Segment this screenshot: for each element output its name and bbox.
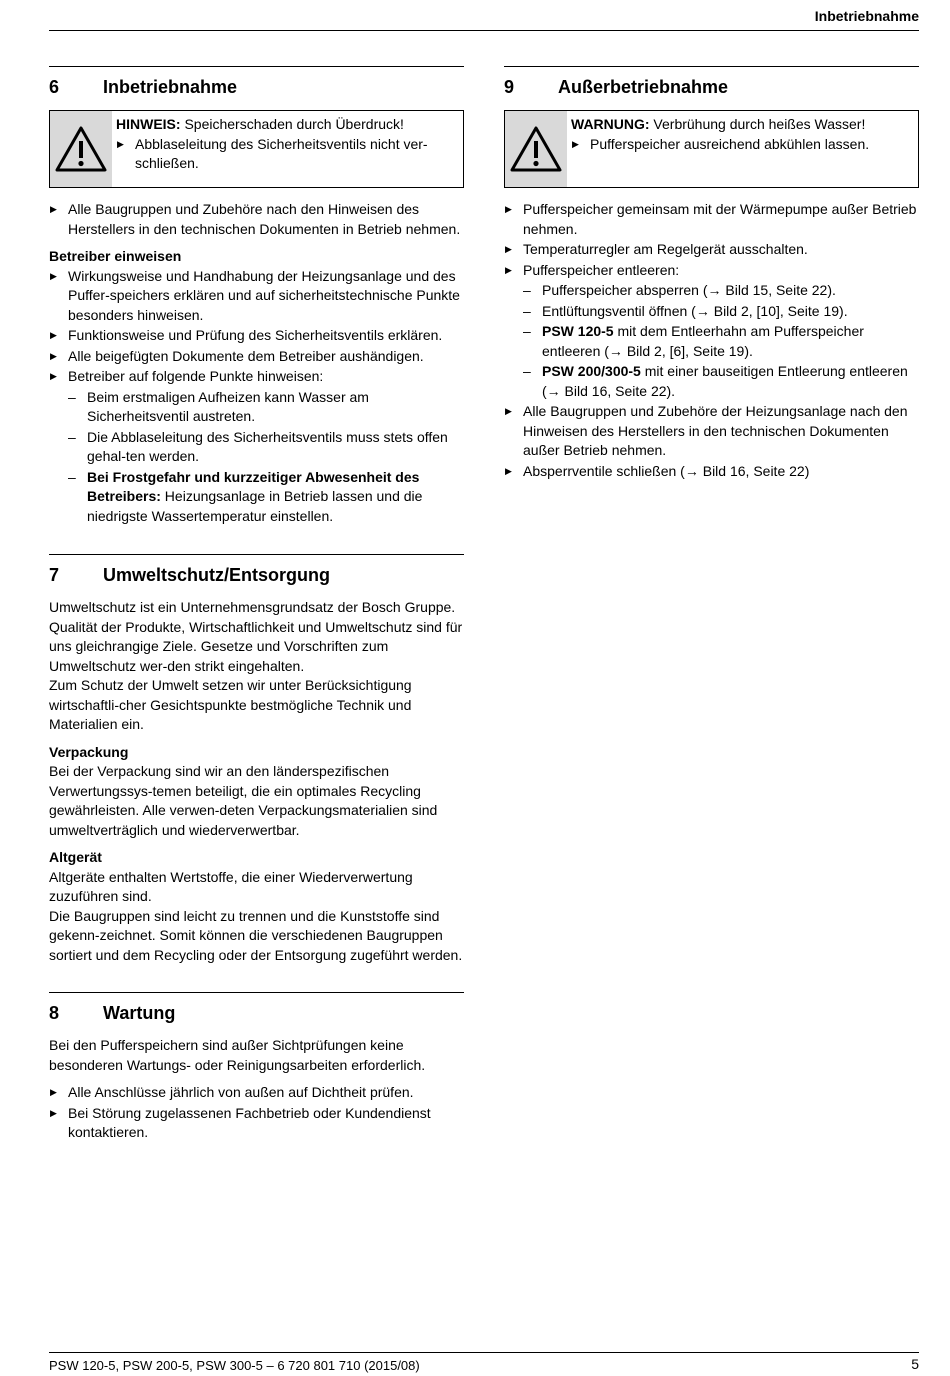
bullet-item: ▶ Alle Anschlüsse jährlich von außen auf Dichtheit prüfen. [49, 1083, 464, 1103]
bullet-item: ▶ Alle Baugruppen und Zubehöre nach den Hinweisen des Herstellers in den technischen Dokumenten in Betrieb nehmen. [49, 200, 464, 239]
dash-item [68, 468, 464, 527]
bullet-item: ▶ Bei Störung zugelassenen Fachbetrieb oder Kundendienst kontaktieren. [49, 1104, 464, 1143]
header-rule [49, 30, 919, 31]
section-number: 8 [49, 1003, 60, 1023]
subheading-altgeraet: Altgerät [49, 849, 102, 865]
bullet-item: ▶ Alle beigefügten Dokumente dem Betreiber aushändigen. [49, 347, 464, 367]
paragraph: Die Baugruppen sind leicht zu trennen und die Kunststoffe sind gekenn-zeichnet. Somit können die verschiedenen Baugruppen sortiert und dem Recycling oder der Entsorgung zugeführt werden. [49, 907, 463, 963]
right-column [504, 66, 919, 482]
section-title: Umweltschutz/Entsorgung [103, 565, 331, 585]
section-title: Inbetriebnahme [103, 77, 238, 97]
bullet-item: ▶ Pufferspeicher gemeinsam mit der Wärmepumpe außer Betrieb nehmen. [504, 200, 919, 239]
section-8 [49, 992, 464, 1143]
section-title: Außerbetriebnahme [558, 77, 729, 97]
subheading-betreiber: Betreiber einweisen [49, 248, 182, 264]
section-number: 7 [49, 565, 60, 585]
dash-item: – Entlüftungsventil öffnen (→ Bild 2, [10], Seite 19). [523, 302, 919, 322]
dash-item [523, 322, 919, 361]
bullet-item: ▶ Temperaturregler am Regelgerät ausschalten. [504, 240, 919, 260]
page-header-title: Inbetriebnahme [814, 8, 919, 24]
bullet-item: ▶ Pufferspeicher entleeren: [504, 261, 919, 281]
notice-bullet: ▶ Abblaseleitung des Sicherheitsventils nicht ver-schließen. [116, 135, 457, 174]
dash-item-bold: Bei Frostgefahr und kurzzeitiger Abwesenheit des Betreibers: [87, 468, 420, 504]
section-number: 9 [504, 77, 515, 97]
warning-body [567, 111, 918, 187]
warning-box [504, 110, 919, 188]
dash-item [523, 362, 919, 401]
section-9-heading [504, 67, 919, 98]
paragraph: Altgeräte enthalten Wertstoffe, die einer Wiederverwertung zuzuführen sind. [49, 868, 413, 904]
dash-item: – Pufferspeicher absperren (→ Bild 15, Seite 22). [523, 281, 919, 301]
bullet-item: ▶ Absperrventile schließen (→ Bild 16, Seite 22) [504, 462, 919, 482]
notice-box [49, 110, 464, 188]
dash-item-bold: PSW 200/300-5 [542, 363, 641, 379]
warning-triangle-icon [50, 111, 112, 187]
notice-label: HINWEIS: [116, 116, 181, 132]
section-7 [49, 554, 464, 965]
warning-bullet: ▶ Pufferspeicher ausreichend abkühlen lassen. [571, 135, 912, 155]
bullet-item: ▶ Wirkungsweise und Handhabung der Heizungsanlage und des Puffer-speichers erklären und auf sicherheitstechnische Punkte besonders hinweisen. [49, 267, 464, 326]
subheading-verpackung: Verpackung [49, 743, 129, 760]
dash-item-text: mit dem Entleerhahn am Pufferspeicher entleeren (→ Bild 2, [6], Seite 19). [542, 323, 864, 359]
section-9 [504, 66, 919, 481]
footer-document-id: PSW 120-5, PSW 200-5, PSW 300-5 – 6 720 801 710 (2015/08) [49, 1358, 420, 1373]
warning-text: Verbrühung durch heißes Wasser! [649, 116, 866, 132]
section-7-heading [49, 555, 464, 586]
paragraph: Bei den Pufferspeichern sind außer Sichtprüfungen keine besonderen Wartungs- oder Reinigungsarbeiten erforderlich. [49, 1037, 426, 1073]
section-6 [49, 66, 464, 526]
section-number: 6 [49, 77, 60, 97]
dash-item-text: Heizungsanlage in Betrieb lassen und die niedrigste Wassertemperatur einstellen. [87, 488, 423, 524]
left-column [49, 66, 464, 1144]
bullet-item: ▶ Betreiber auf folgende Punkte hinweisen: [49, 367, 464, 387]
page-number: 5 [911, 1356, 919, 1372]
bullet-item: ▶ Funktionsweise und Prüfung des Sicherheitsventils erklären. [49, 326, 464, 346]
section-6-heading [49, 67, 464, 98]
warning-label: WARNUNG: [571, 116, 650, 132]
paragraph: Zum Schutz der Umwelt setzen wir unter Berücksichtigung wirtschaftli-cher Gesichtspunkte bestmögliche Technik und Materialien ein. [49, 677, 412, 732]
dash-item: – Die Abblaseleitung des Sicherheitsventils muss stets offen gehal-ten werden. [68, 428, 464, 467]
dash-item-text: mit einer bauseitigen Entleerung entleeren (→ Bild 16, Seite 22). [542, 363, 908, 399]
paragraph: Bei der Verpackung sind wir an den länderspezifischen Verwertungssys-temen beteiligt, die ein optimales Recycling gewährleisten. Alle verwen-deten Verpackungsmaterialien sind umweltverträglich und wiederverwertbar. [49, 763, 438, 838]
dash-item-bold: PSW 120-5 [542, 323, 614, 339]
bullet-item: ▶ Alle Baugruppen und Zubehöre der Heizungsanlage nach den Hinweisen des Herstellers in den technischen Dokumenten außer Betrieb nehmen. [504, 402, 919, 461]
warning-triangle-icon [505, 111, 567, 187]
dash-item: – Beim erstmaligen Aufheizen kann Wasser am Sicherheitsventil austreten. [68, 388, 464, 427]
footer-rule [49, 1352, 919, 1353]
section-title: Wartung [103, 1003, 176, 1023]
section-8-heading [49, 993, 464, 1024]
notice-text: Speicherschaden durch Überdruck! [180, 116, 404, 132]
notice-body [112, 111, 463, 187]
paragraph: Umweltschutz ist ein Unternehmensgrundsatz der Bosch Gruppe. Qualität der Produkte, Wirtschaftlichkeit und Umweltschutz sind für uns gleichrangige Ziele. Gesetze und Vorschriften zum Umweltschutz wer-den strikt eingehalten. [49, 599, 463, 674]
